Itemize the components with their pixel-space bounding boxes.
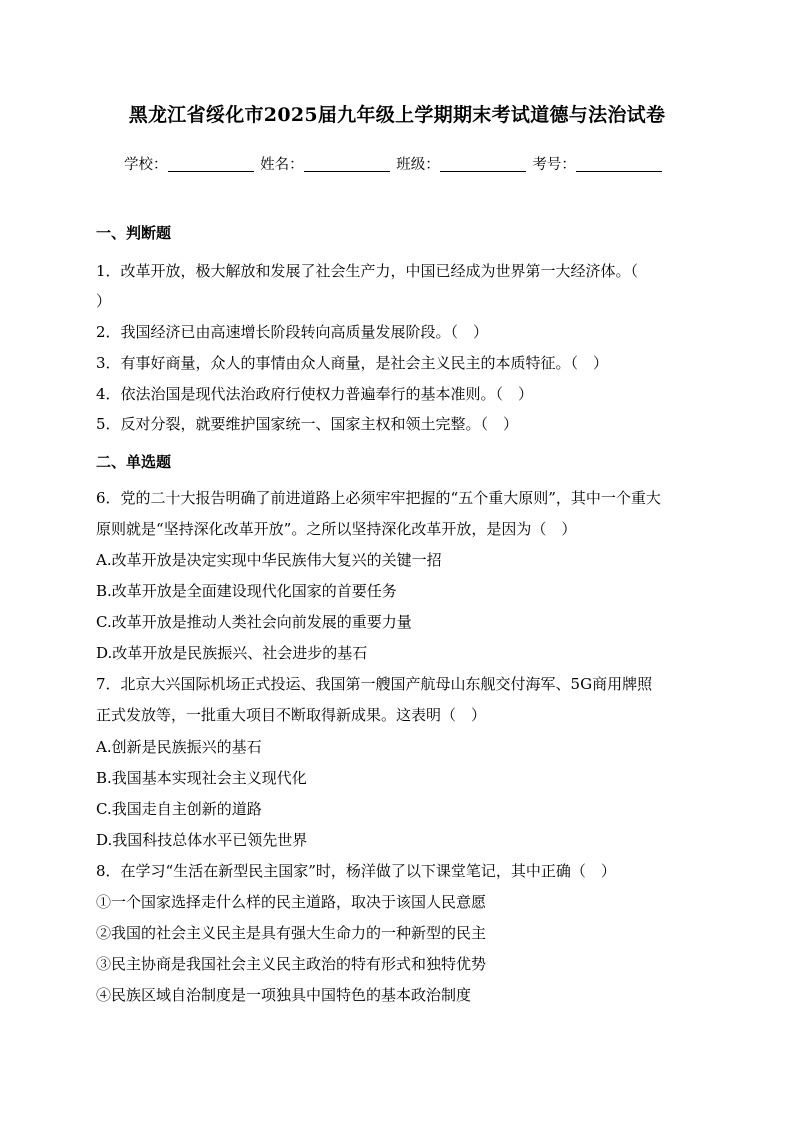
name-blank[interactable]: [304, 156, 390, 172]
exam-number-field: [532, 153, 664, 174]
exam-number-label: 考号：: [532, 157, 576, 173]
exam-number-blank[interactable]: [576, 156, 662, 172]
question-7-option-a: A.创新是民族振兴的基石: [96, 738, 262, 756]
question-2: 2．我国经济已由高速增长阶段转向高质量发展阶段。（ ）: [96, 323, 489, 341]
circled-number-4: ④: [96, 986, 112, 1004]
question-4: 4．依法治国是现代法治政府行使权力普遍奉行的基本准则。（ ）: [96, 385, 534, 403]
circled-number-3: ③: [96, 955, 112, 973]
question-1-line-1: 1．改革开放，极大解放和发展了社会生产力，中国已经成为世界第一大经济体。（: [96, 262, 639, 280]
section-heading-single-choice: 二、单选题: [96, 453, 172, 471]
class-field: [396, 153, 528, 174]
question-8-stem: 8．在学习“生活在新型民主国家”时，杨洋做了以下课堂笔记，其中正确（ ）: [96, 862, 616, 880]
question-3: 3．有事好商量，众人的事情由众人商量，是社会主义民主的本质特征。（ ）: [96, 354, 609, 372]
student-info-row: [124, 153, 664, 174]
question-8-statement-2: [96, 922, 486, 943]
question-7-option-b: B.我国基本实现社会主义现代化: [96, 769, 307, 787]
question-7-line-1: 7．北京大兴国际机场正式投运、我国第一艘国产航母山东舰交付海军、5G商用牌照: [96, 675, 653, 693]
statement-4-text: 民族区域自治制度是一项独具中国特色的基本政治制度: [111, 986, 472, 1004]
question-6-option-a: A.改革开放是决定实现中华民族伟大复兴的关键一招: [96, 551, 442, 569]
statement-1-text: 一个国家选择走什么样的民主道路，取决于该国人民意愿: [111, 893, 487, 911]
school-field: [124, 153, 256, 174]
name-label: 姓名：: [260, 157, 304, 173]
circled-number-1: ①: [96, 893, 112, 911]
question-1-line-2: ）: [96, 292, 112, 310]
question-5: 5．反对分裂，就要维护国家统一、国家主权和领土完整。（ ）: [96, 415, 519, 433]
question-6-line-1: 6．党的二十大报告明确了前进道路上必须牢牢把握的“五个重大原则”，其中一个重大: [96, 489, 661, 507]
question-6-option-c: C.改革开放是推动人类社会向前发展的重要力量: [96, 613, 412, 631]
school-blank[interactable]: [168, 156, 254, 172]
page-title: 黑龙江省绥化市2025届九年级上学期期末考试道德与法治试卷: [128, 104, 666, 126]
question-6-option-d: D.改革开放是民族振兴、社会进步的基石: [96, 644, 368, 662]
circled-number-2: ②: [96, 924, 112, 942]
question-6-line-2: 原则就是“坚持深化改革开放”。之所以坚持深化改革开放，是因为（ ）: [96, 520, 577, 538]
section-heading-true-false: 一、判断题: [96, 224, 172, 242]
question-7-option-d: D.我国科技总体水平已领先世界: [96, 831, 308, 849]
question-7-line-2: 正式发放等，一批重大项目不断取得新成果。这表明（ ）: [96, 706, 487, 724]
question-8-statement-1: [96, 891, 486, 912]
name-field: [260, 153, 392, 174]
question-7-option-c: C.我国走自主创新的道路: [96, 800, 262, 818]
question-8-statement-4: [96, 984, 471, 1005]
statement-3-text: 民主协商是我国社会主义民主政治的特有形式和独特优势: [111, 955, 487, 973]
question-8-statement-3: [96, 953, 486, 974]
question-6-option-b: B.改革开放是全面建设现代化国家的首要任务: [96, 582, 397, 600]
class-blank[interactable]: [440, 156, 526, 172]
school-label: 学校：: [124, 157, 168, 173]
class-label: 班级：: [396, 157, 440, 173]
statement-2-text: 我国的社会主义民主是具有强大生命力的一种新型的民主: [111, 924, 487, 942]
